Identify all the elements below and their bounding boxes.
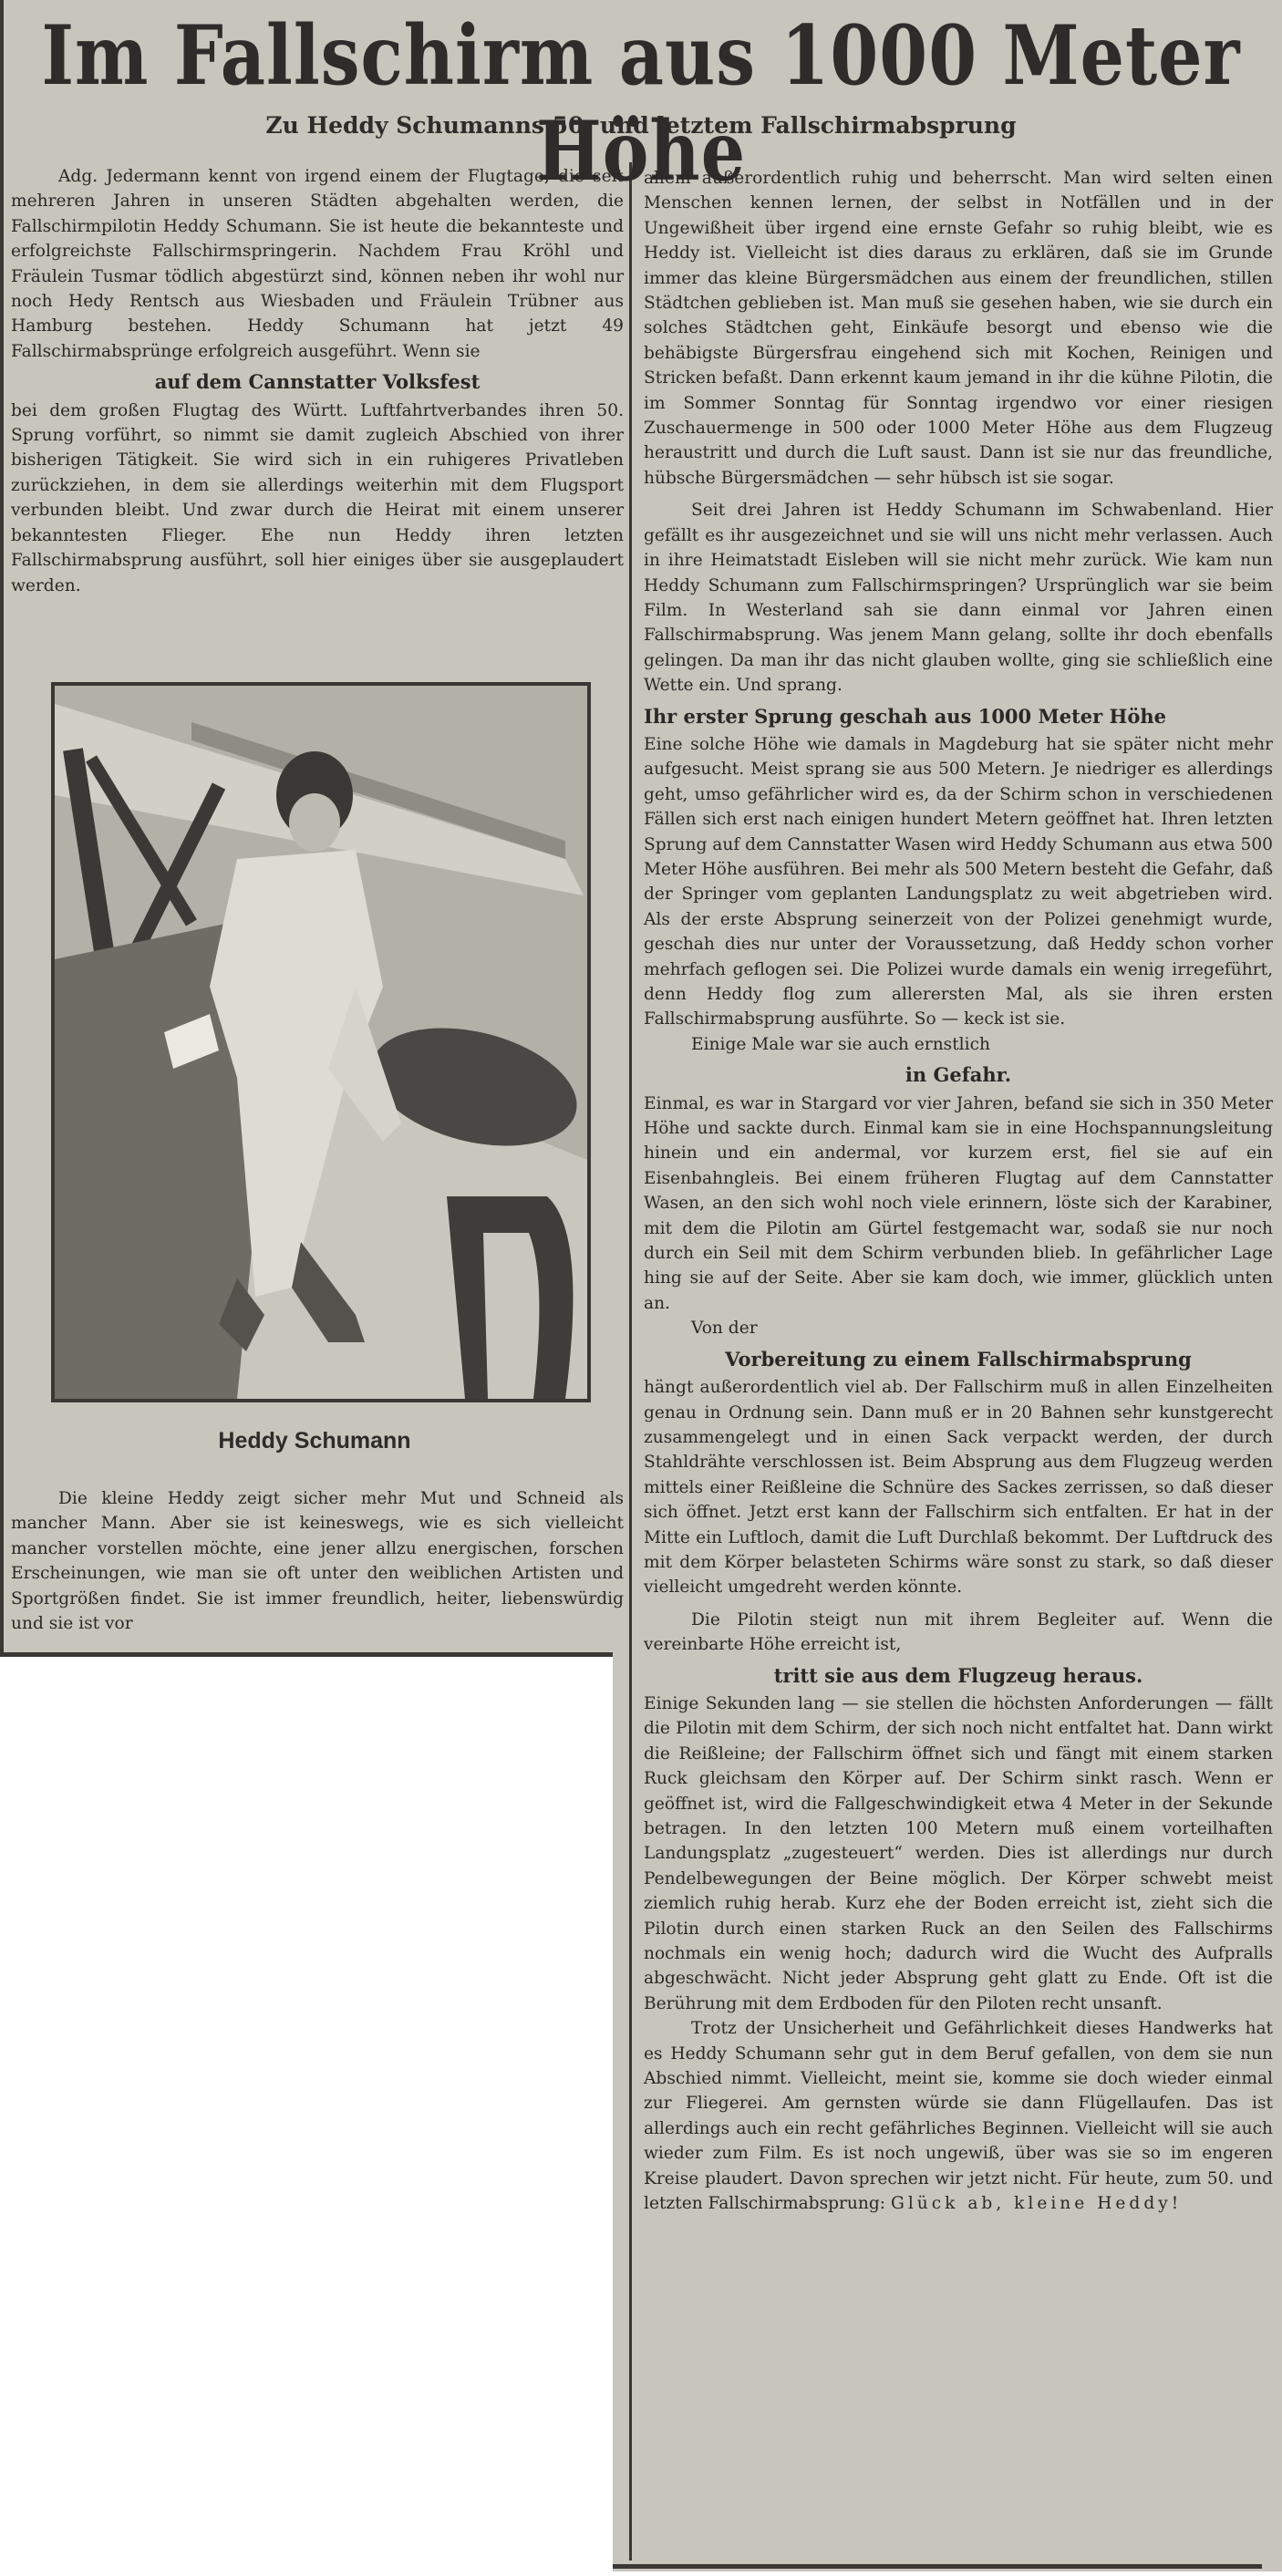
- author-initials: Adg.: [58, 167, 98, 186]
- paragraph: Adg. Jedermann kennt von irgend einem der Flugtage, die seit mehreren Jahren in unseren Städten abgehalten werden, die Fallschirmpilotin Heddy Schumann. Sie ist heute die bekannteste und erfolgreichste Fallschirmspringerin. Nachdem Frau Kröhl und Fräulein Tusmar tödlich abgestürzt sind, können neben ihr wohl nur noch Hedy Rentsch aus Wiesbaden und Fräulein Trübner aus Hamburg bestehen. Heddy Schumann hat jetzt 49 Fallschirmabsprünge erfolgreich ausgeführt. Wenn sie: [11, 167, 624, 361]
- paragraph: Von der: [691, 1319, 758, 1339]
- column-divider: [629, 162, 632, 2560]
- right-column: [644, 166, 1273, 2217]
- paragraph: Einige Male war sie auch ernstlich: [691, 1034, 990, 1054]
- section-heading: tritt sie aus dem Flugzeug heraus.: [773, 1663, 1143, 1687]
- section-heading: in Gefahr.: [905, 1063, 1012, 1087]
- article-headline: Im Fallschirm aus 1000 Meter Höhe: [41, 7, 1241, 200]
- section-heading: Ihr erster Sprung geschah aus 1000 Meter Höhe: [644, 704, 1166, 728]
- photo-image: [55, 686, 587, 1399]
- photo-caption: Heddy Schumann: [218, 1428, 411, 1454]
- left-column-continued: [11, 1486, 624, 1636]
- paragraph: allem außerordentlich ruhig und beherrscht. Man wird selten einen Menschen kennen lernen, der selbst in Notfällen und in der Ungewißheit über irgend eine ernste Gefahr so ruhig bleibt, wie es Heddy ist. Vielleicht ist dies daraus zu erklären, daß sie im Grunde immer das kleine Bürgersmädchen aus einem der freundlichen, stillen Städtchen geblieben ist. Man muß sie gesehen haben, wie sie durch ein solches Städtchen geht, Einkäufe besorgt und ebenso wie die behäbigste Bürgersfrau eingehend sich mit Kochen, Reinigen und Stricken befaßt. Dann erkennt kaum jemand in ihr die kühne Pilotin, die im Sommer Sonntag für Sonntag irgendwo vor einer riesigen Zuschauermenge in 500 oder 1000 Meter Höhe aus dem Flugzeug heraustritt und durch die Luft saust. Dann ist sie nur das freundliche, hübsche Bürgersmädchen — sehr hübsch ist sie sogar.: [644, 169, 1273, 488]
- paragraph: Die kleine Heddy zeigt sicher mehr Mut und Schneid als mancher Mann. Aber sie ist keineswegs, wie es sich vielleicht mancher vorstellen möchte, eine jener allzu energischen, forschen Erscheinungen, wie man sie oft unter den weiblichen Artisten und Sportgrößen findet. Sie ist immer freundlich, heiter, liebenswürdig und sie ist vor: [11, 1489, 624, 1634]
- paragraph: bei dem großen Flugtag des Württ. Luftfahrtverbandes ihren 50. Sprung vorführt, so nimmt sie damit zugleich Abschied von ihrer bisherigen Tätigkeit. Sie wird sich in ein ruhigeres Privatleben zurückziehen, in dem sie allerdings weiterhin mit dem Flugsport verbunden bleibt. Und zwar durch die Heirat mit einem unserer bekanntesten Flieger. Ehe nun Heddy ihren letzten Fallschirmabsprung ausführt, soll hier einiges über sie ausgeplaudert werden.: [11, 400, 624, 595]
- paragraph: Einige Sekunden lang — sie stellen die höchsten Anforderungen — fällt die Pilotin mit dem Schirm, der sich noch nicht entfaltet hat. Dann wirkt die Reißleine; der Fallschirm öffnet sich und fängt mit einem starken Ruck gleichsam den Körper auf. Der Schirm sinkt rasch. Wenn er geöffnet ist, wird die Fallgeschwindigkeit etwa 4 Meter in der Sekunde betragen. In den letzten 100 Metern muß einem vorteilhaften Landungsplatz „zugesteuert“ werden. Dies ist allerdings nur durch Pendelbewegungen der Beine möglich. Der Körper schwebt meist ziemlich ruhig herab. Kurz ehe der Boden erreicht ist, zieht sich die Pilotin durch einen starken Ruck an den Seilen des Fallschirms nochmals ein wenig hoch; dadurch wird die Wucht des Aufpralls abgeschwächt. Nicht jeder Absprung geht glatt zu Ende. Oft ist die Berührung mit dem Erdboden für den Piloten recht unsanft.: [644, 1693, 1273, 2013]
- photo-heddy-schumann: [51, 682, 591, 1402]
- section-heading: auf dem Cannstatter Volksfest: [154, 370, 481, 394]
- paragraph: Seit drei Jahren ist Heddy Schumann im Schwabenland. Hier gefällt es ihr ausgezeichnet und sie will uns nicht mehr verlassen. Auch in ihre Heimatstadt Eisleben will sie nicht mehr zurück. Wie kam nun Heddy Schumann zum Fallschirmspringen? Ursprünglich war sie beim Film. In Westerland sah sie dann einmal vor Jahren einen Fallschirmabsprung. Was jenem Mann gelang, sollte ihr doch ebenfalls gelingen. Da man ihr das nicht glauben wollte, ging sie schließlich eine Wette ein. Und sprang.: [644, 501, 1273, 696]
- article-subheadline: Zu Heddy Schumanns 50. und letztem Fallschirmabsprung: [265, 112, 1017, 139]
- paragraph: Eine solche Höhe wie damals in Magdeburg hat sie später nicht mehr aufgesucht. Meist sprang sie aus 500 Metern. Je niedriger es allerdings geht, umso gefährlicher wird es, da der Schirm schon in verschiedenen Fällen sich erst nach einigen hundert Metern geöffnet hat. Ihren letzten Sprung auf dem Cannstatter Wasen wird Heddy Schumann aus etwa 500 Meter Höhe ausführen. Bei mehr als 500 Metern besteht die Gefahr, daß der Springer vom geplanten Landungsplatz zu weit abgetrieben wird. Als der erste Absprung seinerzeit von der Polizei genehmigt wurde, geschah dies nur unter der Voraussetzung, daß Heddy schon vorher mehrfach geflogen sei. Die Polizei wurde damals ein wenig irregeführt, denn Heddy flog zum allerersten Mal, als sie ihren ersten Fallschirmabsprung ausführte. So — keck ist sie.: [644, 734, 1273, 1029]
- paragraph: Trotz der Unsicherheit und Gefährlichkeit dieses Handwerks hat es Heddy Schumann sehr gut in dem Beruf gefallen, von dem sie nun Abschied nimmt. Vielleicht, meint sie, komme sie doch wieder einmal zur Fliegerei. Am gernsten würde sie dann Flügellaufen. Das ist allerdings auch ein recht gefährliches Beginnen. Vielleicht will sie auch wieder zum Film. Es ist noch ungewiß, über was sie so im engeren Kreise plaudert. Davon sprechen wir jetzt nicht. Für heute, zum 50. und letzten Fallschirmabsprung: Glück ab, kleine Heddy!: [644, 2019, 1273, 2214]
- column-end-rule-left: [0, 1652, 613, 1657]
- section-heading: Vorbereitung zu einem Fallschirmabsprung: [725, 1347, 1192, 1371]
- closing-line: Glück ab, kleine Heddy!: [890, 2194, 1183, 2214]
- paragraph: hängt außerordentlich viel ab. Der Fallschirm muß in allen Einzelheiten genau in Ordnung sein. Dann muß er in 20 Bahnen sehr kunstgerecht zusammengelegt und in einen Sack verpackt werden, der durch Stahldrähte verschlossen ist. Beim Absprung aus dem Flugzeug werden mittels einer Reißleine die Schnüre des Sackes zerrissen, so daß dieser sich öffnet. Jetzt erst kann der Fallschirm sich entfalten. Er hat in der Mitte ein Luftloch, damit die Luft Durchlaß bekommt. Der Luftdruck des mit dem Körper belasteten Schirms wäre sonst zu stark, so daß dieser vielleicht umgedreht werden könnte.: [644, 1378, 1273, 1598]
- paragraph: Einmal, es war in Stargard vor vier Jahren, befand sie sich in 350 Meter Höhe und sackte durch. Einmal kam sie in eine Hochspannungsleitung hinein und ein andermal, vor kurzem erst, fiel sie auf ein Eisenbahngleis. Bei einem früheren Flugtag auf dem Cannstatter Wasen, an den sich wohl noch viele erinnern, löste sich der Karabiner, mit dem die Pilotin am Gürtel festgemacht war, sodaß sie nur noch durch ein Seil mit dem Schirm verbunden blieb. In gefährlicher Lage hing sie auf der Seite. Aber sie kam doch, wie immer, glücklich unten an.: [644, 1093, 1273, 1313]
- column-end-rule-right: [613, 2564, 1262, 2569]
- page-border-left: [0, 0, 4, 1655]
- paragraph: Die Pilotin steigt nun mit ihrem Begleiter auf. Wenn die vereinbarte Höhe erreicht ist,: [644, 1609, 1273, 1655]
- left-column: [11, 164, 624, 598]
